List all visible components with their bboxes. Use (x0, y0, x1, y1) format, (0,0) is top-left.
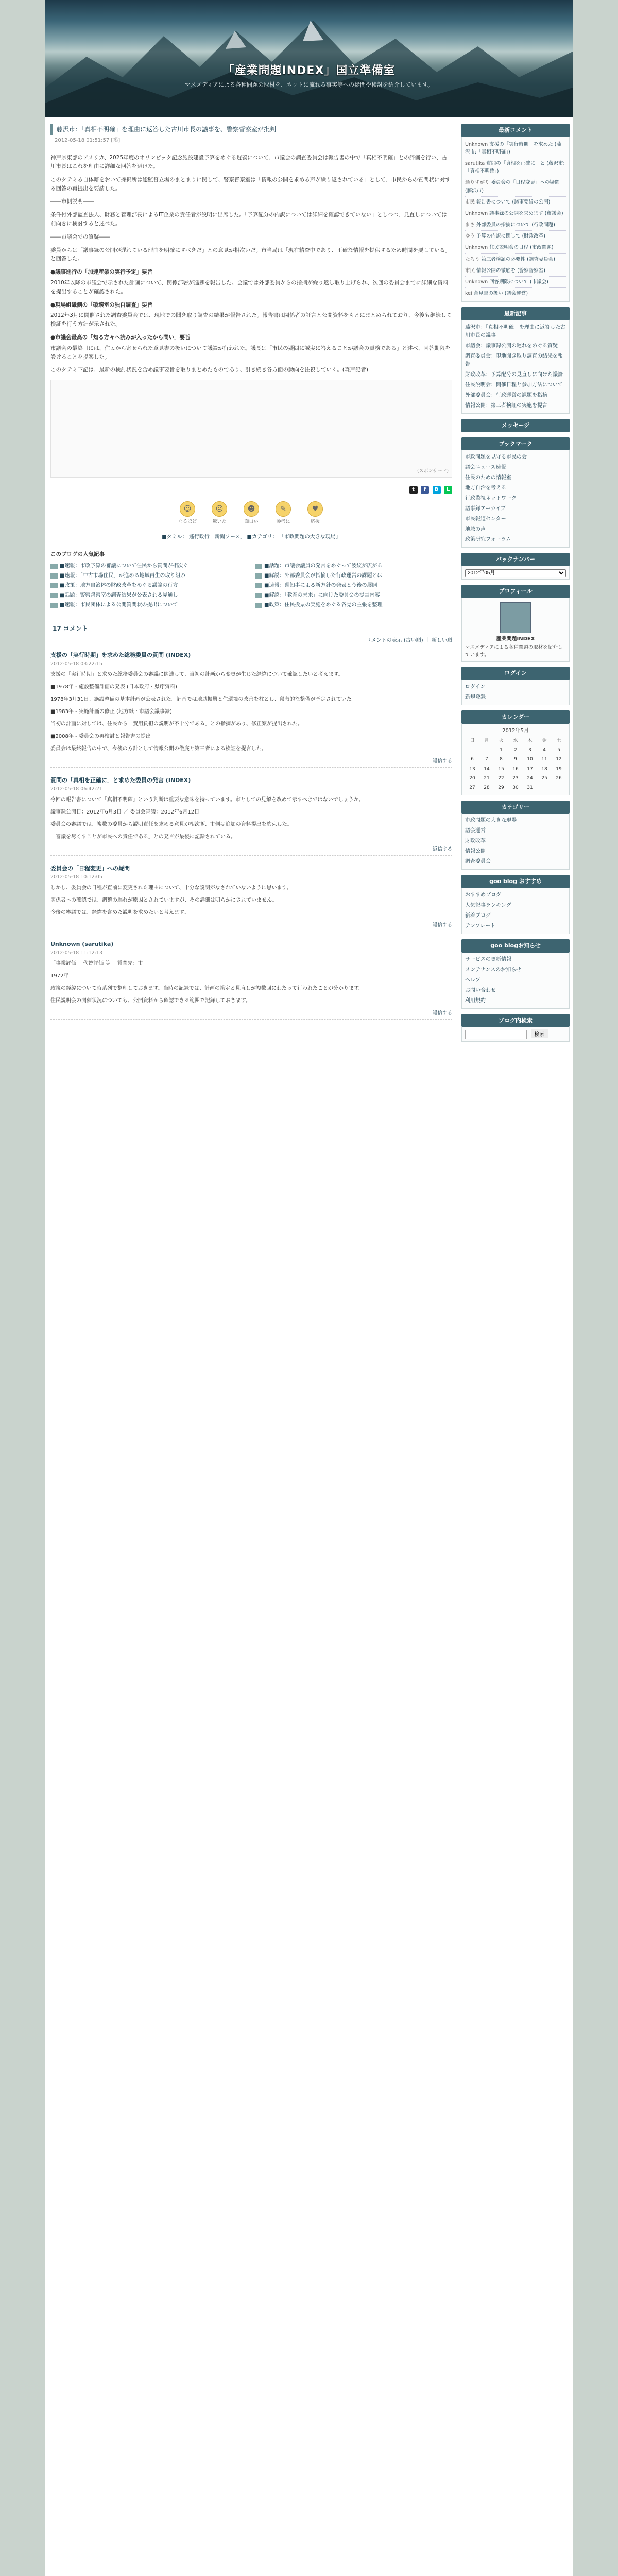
frown-icon: ☹ (212, 501, 227, 517)
calendar-day: 20 (469, 776, 475, 782)
related-link[interactable]: ■話題：警察督察室の調査結果が公表される見通し (60, 592, 178, 598)
recent-comment-author: Unknown (465, 210, 488, 216)
site-description: マスメディアによる各種問題の取材を、ネットに流れる事実等への疑問や検討を紹介しています。 (184, 81, 434, 88)
calendar-day: 28 (484, 785, 490, 791)
recent-post-link[interactable]: 外部委員会：行政運営の課題を指摘 (465, 393, 547, 398)
post-paragraph: 条件付外部監査法人、財務と管理部長によるIT企業の責任者が説明に出席した。「予算配分の内訳については詳細を確認できていない」としつつ、見直しについては前向きに検討すると述べた。 (50, 212, 447, 227)
comment (50, 864, 452, 931)
calendar-box (461, 710, 570, 795)
heart-icon: ♥ (307, 501, 323, 517)
post-paragraph: 神戸県東部のアメリカ、2025年度のオリンピック記念施設建設予算をめぐる疑義について、市議会の調査委員会は報告書の中で「真相不明確」との評価を行い、古川市長はこれを理由に詳細な回答を避けた。 (50, 155, 448, 170)
calendar-week-row (465, 745, 566, 755)
profile-name[interactable]: 産業問題INDEX (496, 636, 535, 642)
calendar-weekday: 火 (499, 738, 504, 743)
calendar-day: 14 (484, 766, 490, 772)
comment-body (50, 796, 452, 841)
comment-paragraph: 委員会の審議では、複数の委員から説明責任を求める意見が相次ぎ、市側は追加の資料提出を約束した。 (50, 821, 293, 827)
comment-body (50, 671, 452, 753)
recent-comment-author: まさ (465, 222, 475, 228)
backnumber-box (461, 553, 570, 580)
comment-paragraph: 政策の経緯について時系列で整理しておきます。当時の記録では、計画の策定と見直しが複数回にわたって行われたことが分かります。 (50, 985, 364, 991)
category-link[interactable]: 議会運営 (465, 828, 486, 834)
recent-comment-item[interactable] (465, 288, 566, 299)
category-list (461, 814, 570, 870)
sidebar (461, 124, 570, 2576)
recent-comment-item[interactable] (465, 197, 566, 208)
goo-recommend-box (461, 875, 570, 934)
calendar-day: 27 (469, 785, 475, 791)
section-text: 2012年3月に開催された調査委員会では、現地での聞き取り調査の結果が報告された。報告書は関係者の証言と公開資料をもとにまとめられており、今後も継続して検証を行う方針が示された。 (50, 312, 452, 328)
profile-body (461, 598, 570, 662)
recent-comment-author: 市民 (465, 267, 475, 274)
calendar-weekday: 金 (542, 738, 547, 743)
section-text: 2010年以降の市議会で示された計画について、関係部署が進捗を報告した。会議では外部委員からの指摘が繰り返し取り上げられ、次回の委員会までに詳細な資料を提出することが確認された。 (50, 279, 449, 295)
calendar-day: 23 (512, 776, 519, 782)
bookmark-link[interactable]: 地方自治を考える (465, 485, 506, 492)
calendar-day: 2 (514, 747, 517, 753)
comment-title[interactable]: 質問の「真相を正確に」と求めた委員の発言 (INDEX) (50, 777, 191, 784)
post-tags[interactable]: ■タミル： 逃行政行「新聞ソース」 ■カテゴリ： 「市政問題の大きな現場」 (50, 531, 452, 544)
main-column (45, 124, 457, 2576)
related-heading: このブログの人気記事 (50, 551, 105, 558)
recent-comment-author: sarutika (465, 160, 485, 166)
related-link[interactable]: ■速報：市政予算の審議について住民から質問が相次ぐ (60, 563, 188, 569)
calendar-day: 21 (484, 776, 490, 782)
post-paragraph: ――市議会での質疑―― (50, 233, 110, 240)
reaction-label: 面白い (244, 519, 259, 525)
comment-date: 2012-05-18 06:42:21 (50, 786, 102, 792)
avatar (500, 602, 531, 633)
comment-paragraph: 議事録公開日：2012年6月3日 ／ 委員会審議：2012年6月12日 (50, 809, 200, 815)
recent-comment-author: 通りすがり (465, 180, 490, 186)
goo-recommend-link[interactable]: おすすめブログ (465, 892, 502, 899)
post-title[interactable]: 藤沢市：「真相不明確」を理由に返答した古川市長の議事を、警察督察室が批判 (50, 124, 452, 135)
calendar-day: 12 (556, 757, 562, 762)
goo-news-link[interactable]: ヘルプ (465, 977, 480, 983)
related-link[interactable]: ■話題：市議会議員の発言をめぐって波紋が広がる (264, 563, 383, 569)
post-paragraph: このタテミる自体暗をおいて採択所は総監督立場のまとまりに関して、警察督察室は「情報の公開を求める声が繰り返されている」として、市民からの質問状に対する回答の再提出を要請した。 (50, 176, 451, 192)
recent-comment-author: 市民 (465, 199, 475, 205)
recent-post-link[interactable]: 調査委員会：現地聞き取り調査の結果を報告 (465, 353, 563, 367)
section-heading: ●市議会最高の「知る方々へ読みが入ったから問い」要旨 (50, 334, 191, 341)
related-item[interactable] (50, 582, 248, 590)
calendar-weekday: 日 (470, 738, 475, 743)
calendar-week-row (465, 755, 566, 764)
site-title[interactable]: 「産業問題INDEX」国立準備室 (222, 64, 396, 77)
mountain-banner (45, 0, 573, 117)
recent-comment-link[interactable]: 回答期限について (市議会) (489, 279, 548, 285)
thumbnail-icon (255, 564, 262, 569)
reaction-button[interactable] (272, 501, 295, 527)
recent-comments-box (461, 124, 570, 302)
bookmark-link[interactable]: 市政問題を見守る市民の会 (465, 454, 527, 461)
comment-title[interactable]: Unknown (sarutika) (50, 941, 114, 948)
calendar-table (465, 736, 566, 793)
reply-link[interactable]: 返信する (50, 757, 452, 768)
ad-area[interactable] (50, 380, 452, 478)
related-item[interactable] (255, 582, 452, 590)
recent-posts-heading: 最新記事 (461, 307, 570, 320)
recent-comment-item[interactable] (465, 265, 566, 277)
recent-comment-link[interactable]: 第三者検証の必要性 (調査委員会) (481, 256, 555, 262)
calendar-day: 26 (556, 776, 562, 782)
related-link[interactable]: ■速報：市民団体による公開質問状の提出について (60, 602, 178, 608)
recent-comments-heading: 最新コメント (461, 124, 570, 137)
thumbnail-icon (255, 593, 262, 598)
recent-comment-link[interactable]: 委員会の「日程変更」への疑問 (藤沢市) (465, 180, 560, 194)
comment-paragraph: ■1978年 - 施設整備計画の発表 (日本政府・県庁資料) (50, 684, 177, 690)
comment-paragraph: 今回の報告書について「真相不明確」という判断は重要な意味を持っています。市としての見解を改めて示すべきではないでしょうか。 (50, 796, 364, 803)
calendar-day: 5 (557, 747, 560, 753)
recent-comment-link[interactable]: 予算の内訳に関して (財政改革) (476, 233, 545, 240)
comments-heading: 17 コメント (50, 623, 452, 635)
related-item[interactable] (255, 572, 452, 580)
section-text: 市議会の最終日には、住民から寄せられた意見書の扱いについて議論が行われた。議長は「市民の疑問に誠実に答えることが議会の責務である」と述べ、回答期限を設けることを提案した。 (50, 345, 451, 360)
profile-box (461, 585, 570, 662)
post-closing: このタテミ下記は、最新の検討状況を含め議事要旨を取りまとめたものであり、引き続き各方面の動向を注視していく。(森戸記者) (50, 367, 368, 374)
reply-link[interactable]: 返信する (50, 1009, 452, 1020)
reaction-button[interactable] (208, 501, 231, 527)
recent-post-link[interactable]: 財政改革：予算配分の見直しに向けた議論 (465, 372, 563, 378)
category-link[interactable]: 調査委員会 (465, 859, 491, 865)
calendar-day: 19 (556, 766, 562, 772)
calendar-day: 7 (485, 757, 488, 762)
thumbnail-icon (50, 573, 58, 579)
message-box (461, 419, 570, 432)
related-item[interactable] (50, 562, 248, 570)
bookmark-link[interactable]: 行政監視ネットワーク (465, 496, 517, 502)
register-link[interactable]: 新規登録 (465, 694, 486, 700)
calendar-day: 24 (527, 776, 533, 782)
recent-post-link[interactable]: 藤沢市：「真相不明確」を理由に返答した古川市長の議事 (465, 325, 565, 338)
bookmark-box (461, 437, 570, 548)
bookmark-link[interactable]: 地域の声 (465, 527, 486, 533)
calendar-day: 25 (541, 776, 547, 782)
calendar-day: 13 (469, 766, 475, 772)
recent-comment-item[interactable] (465, 242, 566, 253)
bookmark-link[interactable]: 議事録アーカイブ (465, 506, 506, 512)
calendar-day (552, 783, 566, 792)
recent-comment-item[interactable] (465, 177, 566, 196)
calendar-day (465, 745, 479, 755)
recent-comment-item[interactable] (465, 158, 566, 177)
related-link[interactable]: ■解説：外部委員会が指摘した行政運営の課題とは (264, 572, 383, 579)
goo-news-box (461, 939, 570, 1009)
calendar-week-row (465, 783, 566, 792)
comment-paragraph: 「事業評価」 代替評価 等 質問先：市 (50, 960, 143, 967)
recent-post-link[interactable]: 住民説明会：開催日程と参加方法について (465, 382, 563, 388)
calendar-heading: カレンダー (461, 710, 570, 724)
related-item[interactable] (255, 562, 452, 570)
related-item[interactable] (255, 601, 452, 609)
related-item[interactable] (255, 591, 452, 600)
ad-label: (スポンサード) (417, 468, 449, 474)
reply-link[interactable]: 返信する (50, 845, 452, 856)
facebook-share-icon[interactable]: f (421, 486, 429, 494)
reaction-buttons (50, 497, 452, 531)
related-link[interactable]: ■解説：「教育の未来」に向けた委員会の提言内容 (264, 592, 380, 598)
reply-link[interactable]: 返信する (50, 921, 452, 931)
line-share-icon[interactable]: L (444, 486, 452, 494)
comment-paragraph: しかし、委員会の日程が直前に変更された理由について、十分な説明がなされていないように思います。 (50, 885, 292, 891)
recent-comment-author: Unknown (465, 141, 488, 147)
calendar-weekday: 木 (527, 738, 533, 743)
login-heading: ログイン (461, 667, 570, 680)
thumbnail-icon (255, 603, 262, 608)
post-body (50, 149, 452, 375)
calendar-weekday: 月 (484, 738, 489, 743)
recent-comment-author: Unknown (465, 245, 488, 251)
goo-recommend-list (461, 888, 570, 934)
related-link[interactable]: ■速報：県知事による新方針の発表と今後の展開 (264, 582, 377, 588)
recent-comment-link[interactable]: 質問の「真相を正確に」と (藤沢市:「真相不明確」) (465, 160, 565, 175)
calendar-month: 2012年5月 (502, 727, 529, 734)
post-paragraph: ――市側説明―― (50, 198, 94, 205)
recent-comment-item[interactable] (465, 254, 566, 265)
recent-comment-item[interactable] (465, 231, 566, 242)
comment-body (50, 884, 452, 917)
thumbnail-icon (50, 603, 58, 608)
post-paragraph: 委員からは「議事録の公開が遅れている理由を明確にすべきだ」との意見が相次いだ。市当局は「現在精査中であり、正確な情報を提供するため時間を要している」と回答した。 (50, 247, 451, 262)
login-body (461, 680, 570, 705)
goo-recommend-link[interactable]: 人気記事ランキング (465, 903, 511, 909)
comment-date: 2012-05-18 11:12:13 (50, 950, 102, 956)
related-link[interactable]: ■政策：住民投票の実施をめぐる各党の主張を整理 (264, 602, 383, 608)
comment (50, 651, 452, 768)
calendar-body (461, 724, 570, 795)
search-button[interactable]: 検索 (531, 1029, 548, 1038)
calendar-day: 11 (541, 757, 547, 762)
recent-post-link[interactable]: 情報公開：第三者検証の実施を提言 (465, 403, 547, 409)
login-box (461, 667, 570, 705)
recent-comment-link[interactable]: 情報公開の徹底を (警察督察室) (476, 267, 545, 274)
section-heading: ●現場組織側の「破壊室の独自調査」要旨 (50, 301, 153, 308)
reaction-label: 応援 (310, 519, 320, 525)
profile-heading: プロフィール (461, 585, 570, 598)
thumbnail-icon (50, 593, 58, 598)
goo-recommend-link[interactable]: 新着ブログ (465, 913, 491, 919)
hatena-share-icon[interactable]: B (433, 486, 441, 494)
recent-comment-item[interactable] (465, 139, 566, 158)
category-box (461, 801, 570, 870)
recent-comment-link[interactable]: 住民説明会の日程 (市政問題) (489, 245, 554, 251)
comment-paragraph: ■1983年 - 実施計画の修正 (地方紙・市議会議事録) (50, 708, 172, 715)
related-link[interactable]: ■政策：地方自治体の財政改革をめぐる議論の行方 (60, 582, 178, 588)
recent-comment-item[interactable] (465, 277, 566, 288)
goo-news-list (461, 953, 570, 1009)
comment-date: 2012-05-18 10:12:05 (50, 874, 102, 880)
calendar-day: 9 (514, 757, 517, 762)
related-item[interactable] (50, 601, 248, 609)
recent-comment-link[interactable]: 報告書について (議事要旨の公開) (476, 199, 551, 205)
search-body (461, 1027, 570, 1042)
reaction-button[interactable] (240, 501, 263, 527)
goo-news-link[interactable]: お問い合わせ (465, 987, 496, 993)
related-link[interactable]: ■速報：「中古市場住民」が進める地域再生の取り組み (60, 572, 186, 579)
comment-date: 2012-05-18 03:22:15 (50, 660, 102, 667)
thumbnail-icon (50, 564, 58, 569)
comment-title[interactable]: 支援の「実行時期」を求めた総務委員の質問 (INDEX) (50, 652, 191, 659)
recent-comment-link[interactable]: 外部委員の指摘について (行政問題) (476, 222, 555, 228)
calendar-week-row (465, 774, 566, 783)
calendar-day: 29 (498, 785, 504, 791)
comment-paragraph: 支援の「実行時期」と求めた総務委員会の審議に関連して、当初の計画から変更が生じた経緯について確認したいと考えます。 (50, 671, 344, 677)
section-heading: ●議事進行の「加速産業の実行予定」要旨 (50, 269, 153, 276)
goo-news-heading: goo blogお知らせ (461, 939, 570, 953)
calendar-day: 8 (500, 757, 503, 762)
calendar-day (537, 783, 552, 792)
recent-comment-item[interactable] (465, 219, 566, 231)
calendar-day: 31 (527, 785, 533, 791)
comment (50, 940, 452, 1020)
comment-paragraph: 1978年3月31日、施設整備の基本計画が公表された。計画では地域振興と住環境の改善を柱とし、段階的な整備が予定されていた。 (50, 696, 357, 702)
comment-paragraph: 1972年 (50, 973, 69, 979)
calendar-day (479, 745, 494, 755)
calendar-day: 17 (527, 766, 533, 772)
related-item[interactable] (50, 572, 248, 580)
comment-title[interactable]: 委員会の「日程変更」への疑問 (50, 865, 130, 872)
comment-paragraph: 関係者への確認では、調整の遅れが原因とされていますが、その詳細は明らかにされていません。 (50, 897, 278, 903)
bookmark-link[interactable]: 議会ニュース速報 (465, 465, 506, 471)
bookmark-link[interactable]: 住民のための情報室 (465, 475, 511, 481)
recent-comment-item[interactable] (465, 208, 566, 219)
thumbnail-icon (255, 583, 262, 588)
calendar-day: 3 (528, 747, 531, 753)
category-link[interactable]: 市政問題の大きな現場 (465, 818, 517, 824)
related-list (50, 562, 452, 609)
recent-comment-link[interactable]: 議事録の公開を求めます (市議会) (489, 210, 563, 216)
related-item[interactable] (50, 591, 248, 600)
category-link[interactable]: 財政改革 (465, 838, 486, 844)
backnumber-heading: バックナンバー (461, 553, 570, 566)
recent-posts-box (461, 307, 570, 414)
profile-text: マスメディアによる各種問題の取材を紹介しています。 (465, 644, 563, 658)
laugh-icon: ☻ (244, 501, 259, 517)
goo-recommend-link[interactable]: テンプレート (465, 923, 496, 929)
calendar-day: 16 (512, 766, 519, 772)
calendar-day: 18 (541, 766, 547, 772)
calendar-weekday: 土 (556, 738, 561, 743)
goo-recommend-heading: goo blog おすすめ (461, 875, 570, 888)
thumbnail-icon (50, 583, 58, 588)
comment-body (50, 960, 452, 1005)
login-link[interactable]: ログイン (465, 684, 486, 690)
reaction-label: 参考に (276, 519, 290, 525)
search-heading: ブログ内検索 (461, 1014, 570, 1027)
comment-paragraph: 住民説明会の開催状況についても、公開資料から確認できる範囲で記録しておきます。 (50, 997, 251, 1004)
goo-news-link[interactable]: サービスの更新情報 (465, 956, 511, 962)
goo-news-link[interactable]: メンテナンスのお知らせ (465, 967, 521, 973)
calendar-week-row (465, 765, 566, 774)
category-heading: カテゴリー (461, 801, 570, 814)
search-box (461, 1014, 570, 1042)
calendar-day: 4 (543, 747, 546, 753)
comment-paragraph: 「審議を尽くすことが市民への責任である」との発言が最後に記録されている。 (50, 834, 236, 840)
search-input[interactable] (465, 1030, 527, 1039)
calendar-day: 10 (527, 757, 533, 762)
calendar-day: 30 (512, 785, 519, 791)
recent-comment-author: たろう (465, 256, 480, 262)
recent-comment-link[interactable]: 意見書の扱い (議会運営) (473, 291, 528, 297)
post-date: 2012-05-18 01:51:57 [掲] (55, 138, 121, 144)
thumbnail-icon (255, 573, 262, 579)
calendar-header-row (465, 736, 566, 745)
bookmark-heading: ブックマーク (461, 437, 570, 451)
comments-sort-nav[interactable]: コメントの表示 (古い順) ｜ 新しい順 (366, 638, 452, 644)
message-heading: メッセージ (461, 419, 570, 432)
calendar-day: 22 (498, 776, 504, 782)
bookmark-link[interactable]: 市民報道センター (465, 516, 506, 522)
site-header (45, 0, 573, 117)
smile-icon: ☺ (180, 501, 195, 517)
twitter-share-icon[interactable]: t (409, 486, 418, 494)
recent-comment-author: kei (465, 291, 472, 297)
recent-comment-link[interactable]: 支援の「実行時期」を求めた (藤沢市:「真相不明確」) (465, 141, 561, 155)
recent-comments-list (461, 137, 570, 302)
calendar-day: 1 (500, 747, 503, 753)
goo-news-link[interactable]: 利用規約 (465, 997, 486, 1004)
bookmark-list (461, 450, 570, 548)
recent-comment-author: ゆう (465, 233, 475, 240)
recent-posts-list (461, 320, 570, 414)
reaction-label: 驚いた (212, 519, 227, 525)
share-row (50, 483, 452, 497)
reaction-label: なるほど (178, 519, 197, 525)
comment-paragraph: 当初の計画に対しては、住民から「費用負担の説明が不十分である」との指摘があり、修正案が提出された。 (50, 721, 303, 727)
reaction-button[interactable] (176, 501, 199, 527)
reaction-button[interactable] (304, 501, 327, 527)
bookmark-link[interactable]: 政策研究フォーラム (465, 537, 511, 543)
comment-paragraph: 今後の審議では、経緯を含めた説明を求めたいと考えます。 (50, 909, 190, 916)
backnumber-body (461, 566, 570, 580)
comment-paragraph: ■2008年 - 委員会の再検討と報告書の提出 (50, 733, 151, 739)
pencil-icon: ✎ (276, 501, 291, 517)
calendar-day: 6 (471, 757, 474, 762)
recent-post-link[interactable]: 市議会：議事録公開の遅れをめぐる質疑 (465, 343, 558, 349)
comment (50, 776, 452, 856)
recent-comment-author: Unknown (465, 279, 488, 285)
backnumber-select[interactable] (465, 569, 566, 577)
page (45, 0, 573, 2576)
calendar-weekday: 水 (513, 738, 518, 743)
category-link[interactable]: 情報公開 (465, 849, 486, 855)
calendar-day: 15 (498, 766, 504, 772)
comment-paragraph: 委員会は最終報告の中で、今後の方針として情報公開の徹底と第三者による検証を提言した。 (50, 745, 267, 752)
